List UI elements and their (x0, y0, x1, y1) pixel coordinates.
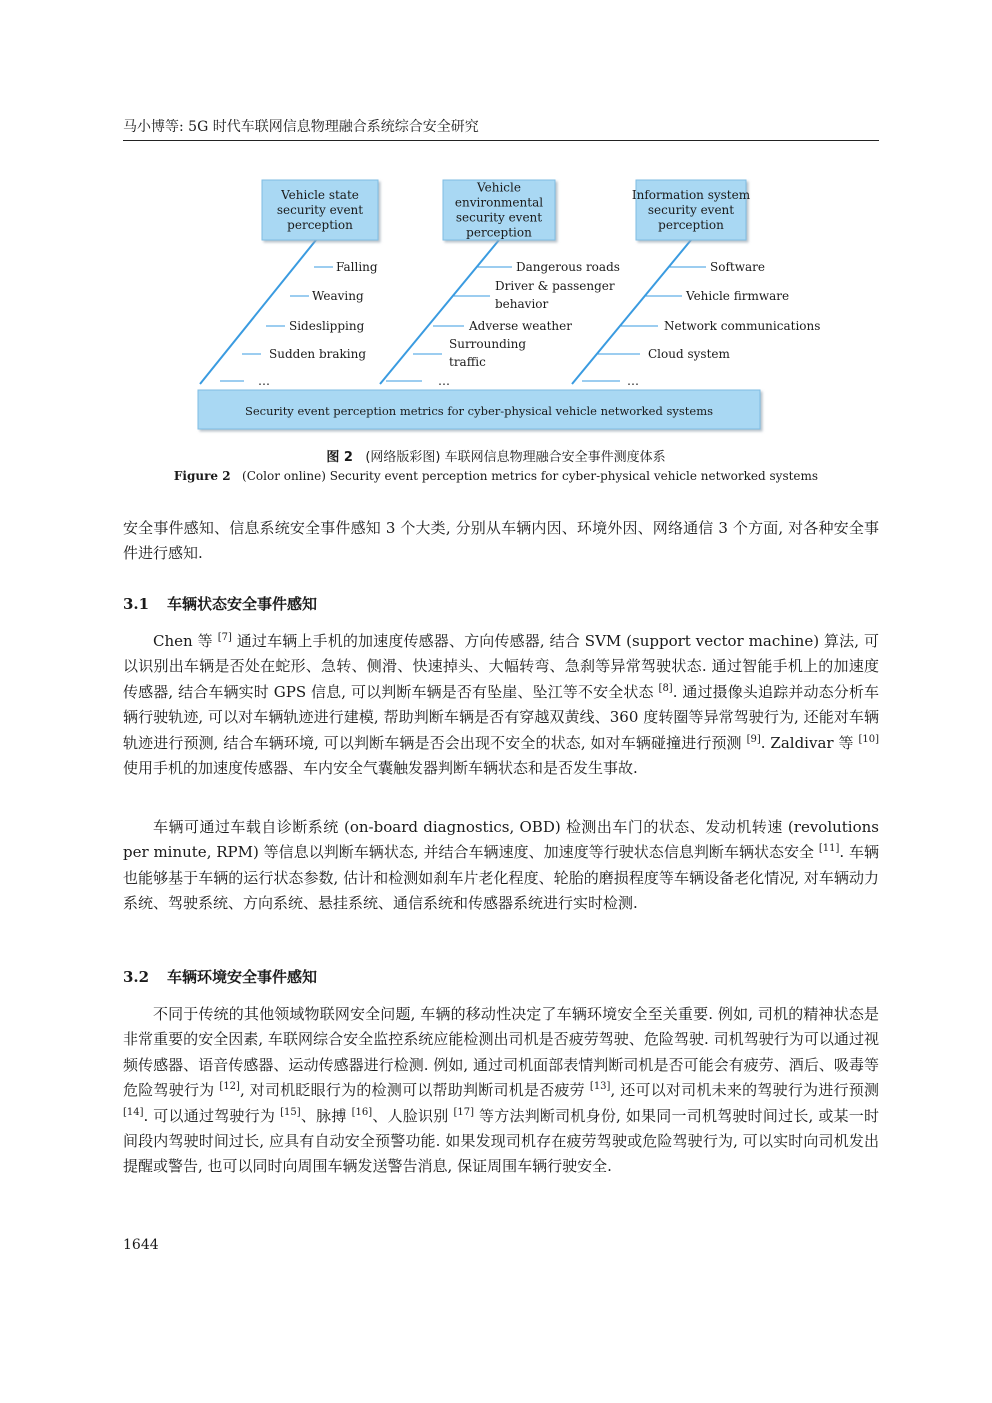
rib-label: Cloud system (648, 347, 730, 361)
text-run: 、人脸识别 (372, 1106, 454, 1125)
running-header: 马小博等: 5G 时代车联网信息物理融合系统综合安全研究 (123, 119, 479, 135)
category-title-line: Information system (631, 188, 751, 202)
figure-2-fishbone-diagram (190, 170, 821, 435)
text-run: . Zaldivar 等 (760, 733, 859, 752)
category-title-line: Vehicle (477, 180, 521, 195)
rib-label: Weaving (312, 289, 364, 303)
text-run: Chen 等 (153, 632, 218, 650)
citation: [17] (453, 1106, 475, 1118)
citation: [7] (217, 632, 232, 643)
figure-caption-en-text: (Color online) Security event perception metrics for cyber-physical vehicle networked systems (242, 469, 819, 483)
text-run: . 车辆也能够基于车辆的运行状态参数, 估计和检测如刹车片老化程度、轮胎的磨损程度等车辆设备老化情况, 对车辆动力系统、驾驶系统、方向系统、悬挂系统、通信系统和传感器系统进行实时检测. (123, 843, 879, 913)
text-run: 通过车辆上手机的加速度传感器、方向传感器, 结合 SVM (support vector machine) 算法, 可以识别出车辆是否处在蛇形、急转、侧滑、快速掉头、大幅转弯、急刹等异常驾驶状态. 通过智能手机上的加速度传感器, 结合车辆实时 GPS 信息, 可以判断车辆是否有坠崖、坠江等不安全状态 (123, 632, 879, 701)
text-run: 等方法判断司机身份, 如果同一司机驾驶时间过长, 或某一时间段内驾驶时间过长, 应具有自动安全预警功能. 如果发现司机存在疲劳驾驶或危险驾驶行为, 可以实时向司机发出提醒或警告, 也可以同时向周围车辆发送警告消息, 保证周围车辆行驶安全. (123, 1106, 880, 1176)
citation: [9] (746, 733, 761, 745)
rib-label: … (258, 374, 270, 388)
section-number: 3.2 (123, 968, 150, 986)
text-run: , 对司机眨眼行为的检测可以帮助判断司机是否疲劳 (239, 1081, 590, 1100)
citation: [16] (351, 1106, 373, 1118)
citation: [15] (280, 1106, 301, 1118)
rib-label: … (627, 374, 639, 388)
category-spine (200, 240, 316, 384)
category-title-line: perception (466, 225, 532, 240)
rib-label: … (438, 374, 450, 388)
rib-label: behavior (495, 297, 549, 311)
section-heading-3-2 (123, 967, 317, 987)
section-heading-3-1 (123, 594, 317, 614)
paragraph-intro: 安全事件感知、信息系统安全事件感知 3 个大类, 分别从车辆内因、环境外因、网络通信 3 个方面, 对各种安全事件进行感知. (123, 519, 879, 563)
rib-label: Dangerous roads (516, 260, 620, 274)
page-number: 1644 (123, 1237, 159, 1253)
citation: [11] (818, 843, 840, 855)
category-title-line: perception (658, 218, 724, 232)
text-run: . 可以通过驾驶行为 (143, 1106, 281, 1125)
paragraph-3-2-a (123, 1002, 879, 1180)
figure-caption-cn (0, 446, 992, 465)
rib-label: traffic (449, 355, 486, 369)
category-title-line: perception (287, 218, 353, 232)
rib-label: Driver & passenger (495, 279, 615, 293)
citation: [8] (658, 682, 673, 694)
section-number: 3.1 (123, 595, 150, 613)
rib-label: Software (710, 260, 765, 274)
category-title-line: security event (647, 203, 735, 217)
rib-label: Vehicle firmware (686, 289, 790, 303)
base-label: Security event perception metrics for cyber-physical vehicle networked systems (244, 404, 714, 418)
rib-label: Adverse weather (469, 319, 572, 333)
text-run: 车辆可通过车载自诊断系统 (on-board diagnostics, OBD) 检测出车门的状态、发动机转速 (revolutions per minute, RPM) 等信息以判断车辆状态, 并结合车辆速度、加速度等行驶状态信息判断车辆状态安全 (123, 818, 879, 862)
figure-caption-en (0, 469, 992, 483)
text-run: 使用手机的加速度传感器、车内安全气囊触发器判断车辆状态和是否发生事故. (123, 759, 638, 778)
section-title: 车辆环境安全事件感知 (167, 968, 318, 986)
category-title-line: environmental (454, 195, 544, 210)
rib-label: Surrounding (449, 337, 527, 351)
rib-label: Sudden braking (269, 347, 367, 361)
citation: [13] (589, 1081, 611, 1093)
rib-label: Sideslipping (289, 319, 365, 333)
section-title: 车辆状态安全事件感知 (167, 595, 318, 613)
figure-number-cn: 图 2 (326, 450, 353, 465)
text-run: . 通过摄像头追踪并动态分析车辆行驶轨迹, 可以对车辆轨迹进行建模, 帮助判断车辆是否有穿越双黄线、360 度转圈等异常驾驶行为, 还能对车辆轨迹进行预测, 结合车辆环境, 可以判断车辆是否会出现不安全的状态, 如对车辆碰撞进行预测 (123, 682, 879, 752)
citation: [14] (123, 1106, 144, 1118)
paragraph-3-1-a (123, 629, 879, 781)
figure-number-en: Figure 2 (173, 469, 231, 483)
rib-label: Network communications (664, 319, 821, 333)
text-run: 、脉搏 (300, 1106, 352, 1125)
rib-label: Falling (336, 260, 378, 274)
paragraph-3-1-b (123, 815, 879, 917)
citation: [12] (219, 1081, 240, 1093)
category-title-line: Vehicle state (281, 188, 359, 202)
category-title-line: security event (276, 203, 364, 217)
text-run: 不同于传统的其他领域物联网安全问题, 车辆的移动性决定了车辆环境安全至关重要. 例如, 司机的精神状态是非常重要的安全因素, 车联网综合安全监控系统应能检测出司机是否疲劳驾驶、危险驾驶. 司机驾驶行为可以通过视频传感器、语音传感器、运动传感器进行检测. 例如, 通过司机面部表情判断司机是否可能会有疲劳、酒后、吸毒等危险驾驶行为 (123, 1005, 879, 1100)
figure-caption-cn-text: (网络版彩图) 车联网信息物理融合安全事件测度体系 (365, 450, 666, 465)
text-run: , 还可以对司机未来的驾驶行为进行预测 (610, 1081, 879, 1100)
category-title-line: security event (455, 210, 543, 225)
header-rule (123, 140, 879, 141)
citation: [10] (858, 733, 879, 745)
